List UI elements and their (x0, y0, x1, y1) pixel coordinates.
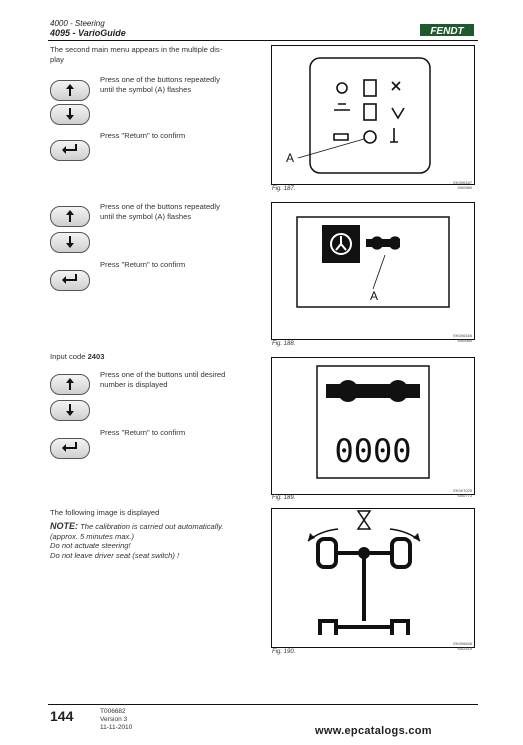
arrow-up-icon (65, 84, 75, 96)
intro-text (50, 45, 260, 64)
watermark-url[interactable]: www.epcatalogs.com (315, 725, 432, 737)
step-b-line-2: until the symbol (A) flashes (100, 211, 192, 221)
id-189: I000773 (457, 493, 472, 498)
footer-doc: T006682 (100, 708, 126, 715)
id-187: I000980 (457, 185, 472, 190)
figure-187 (271, 45, 475, 185)
step-confirm-c: Press "Return" to confirm (100, 428, 186, 437)
figure-189 (271, 357, 475, 495)
ref-190: EK006646 (453, 641, 472, 646)
down-button-2[interactable] (50, 232, 90, 253)
footer-version: Version 3 (100, 716, 128, 723)
code-189 (430, 488, 472, 498)
return-icon (62, 144, 78, 154)
ref-187: EK006167 (453, 180, 472, 185)
note-line-2: (approx. 5 minutes max.) (50, 531, 134, 541)
arrow-up-icon (65, 210, 75, 222)
step-press-repeat-b (100, 202, 220, 221)
note-line-3: Do not actuate steering! (50, 541, 131, 550)
return-button-3[interactable] (50, 438, 90, 459)
label-a-187: A (286, 151, 295, 165)
figure-190 (271, 508, 475, 648)
wrench-icon (326, 380, 420, 402)
down-button[interactable] (50, 104, 90, 125)
code-187 (430, 180, 472, 190)
brand-text: FENDT (430, 26, 464, 37)
header-rule (48, 40, 478, 41)
id-190: I002515 (457, 646, 472, 651)
arrow-down-icon (65, 108, 75, 120)
code-digits: 0000 (334, 432, 412, 470)
footer-doc-info (100, 708, 132, 732)
note-block (50, 522, 265, 560)
step-press-repeat (100, 75, 220, 94)
intro-line-1: The second main menu appears in the multiple dis- (50, 45, 223, 54)
step-press-repeat-line-1: Press one of the buttons repeatedly (100, 75, 220, 84)
note-label: NOTE: (50, 521, 78, 531)
caption-189: Fig. 189. (272, 495, 296, 501)
note-line-1: The calibration is carried out automatically. (78, 522, 224, 531)
id-188: I000984 (457, 338, 472, 343)
steering-wheel-icon (364, 131, 376, 143)
header-chapter: 4000 - Steering (50, 19, 105, 28)
step-confirm-b: Press "Return" to confirm (100, 260, 186, 269)
page-number: 144 (50, 708, 74, 724)
fendt-logo-icon (420, 22, 474, 38)
return-icon (62, 442, 78, 452)
caption-190: Fig. 190. (272, 649, 296, 655)
note-line-4: Do not leave driver seat (seat switch) ! (50, 550, 180, 560)
input-code-value: 2403 (87, 352, 105, 361)
return-button-2[interactable] (50, 270, 90, 291)
menu-display-illustration (272, 46, 474, 184)
following-text: The following image is displayed (50, 508, 160, 517)
header-model: 4095 - VarioGuide (50, 28, 126, 38)
code-entry-illustration (272, 358, 474, 494)
step-until-line-2: number is displayed (100, 379, 168, 389)
code-190 (430, 641, 472, 651)
hourglass-icon (358, 511, 370, 529)
up-button-3[interactable] (50, 374, 90, 395)
symbol-select-illustration (272, 203, 474, 339)
step-until-line-1: Press one of the buttons until desired (100, 370, 226, 379)
arrow-up-icon (65, 378, 75, 390)
label-a-188: A (370, 289, 379, 303)
footer-rule (48, 704, 478, 705)
down-button-3[interactable] (50, 400, 90, 421)
calibration-illustration (272, 509, 474, 647)
code-188 (430, 333, 472, 343)
return-icon (62, 274, 78, 284)
arrow-down-icon (65, 236, 75, 248)
caption-188: Fig. 188. (272, 341, 296, 347)
input-code-line (50, 352, 104, 362)
caption-187: Fig. 187. (272, 186, 296, 192)
footer-date: 11-11-2010 (100, 724, 133, 731)
arrow-down-icon (65, 404, 75, 416)
step-b-line-1: Press one of the buttons repeatedly (100, 202, 220, 211)
input-code-label: Input code (50, 352, 88, 361)
step-press-until (100, 370, 225, 389)
return-button[interactable] (50, 140, 90, 161)
intro-line-2: play (50, 54, 64, 64)
ref-188: EK006166 (453, 333, 472, 338)
up-button[interactable] (50, 80, 90, 101)
step-press-repeat-line-2: until the symbol (A) flashes (100, 84, 192, 94)
figure-188 (271, 202, 475, 340)
ref-189: EK007029 (453, 488, 472, 493)
up-button-2[interactable] (50, 206, 90, 227)
wrench-icon (366, 236, 400, 249)
step-confirm: Press "Return" to confirm (100, 131, 186, 140)
